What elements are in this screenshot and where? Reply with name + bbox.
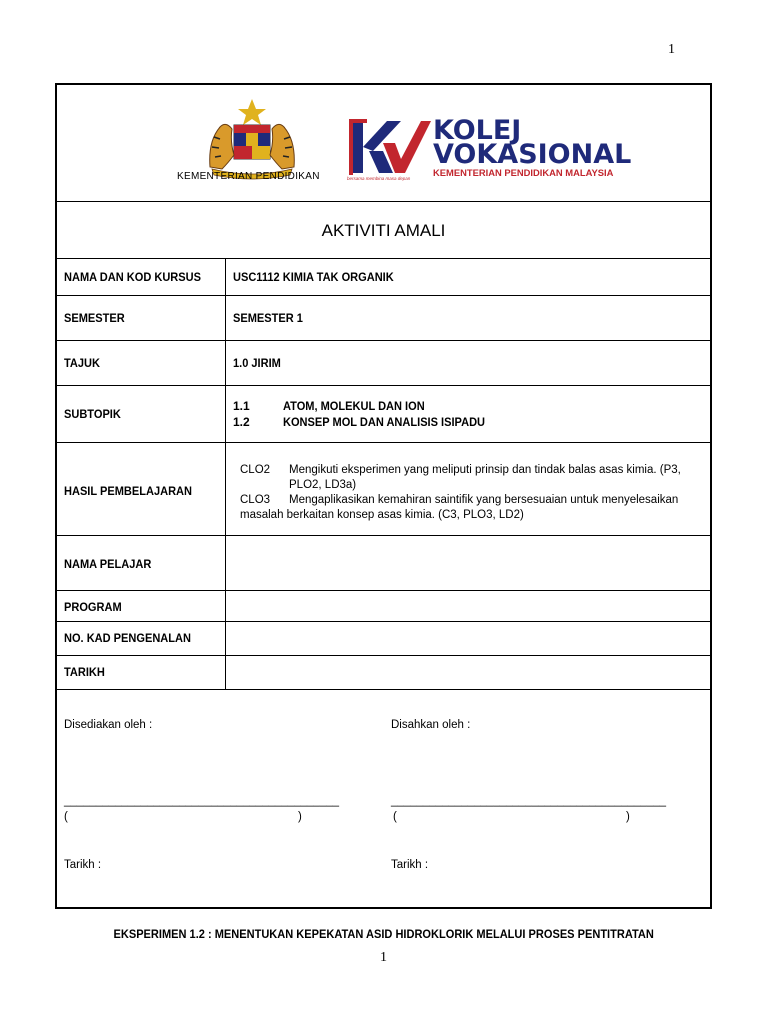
subtopic-text: ATOM, MOLEKUL DAN ION [283,399,425,413]
prepared-by-label: Disediakan oleh : [64,719,153,731]
ministry-name: KEMENTERIAN PENDIDIKAN [177,171,320,182]
date-row [57,655,710,690]
subtopic-num: 1.2 [233,415,250,429]
clo3-code: CLO3 [240,494,271,506]
form-title: AKTIVITI AMALI [321,221,446,240]
ic-number-row [57,621,710,656]
semester-row [57,295,710,341]
verified-paren-right: ) [626,811,630,823]
kv-tagline: bersama membina masa depan [347,176,411,181]
header-logos [57,85,710,202]
coat-of-arms-icon [202,97,302,181]
topic-row [57,340,710,386]
kv-mark-icon [347,117,431,177]
subtopic-label: SUBTOPIK [64,407,121,421]
kolej-vokasional-logo [347,115,647,191]
experiment-title [0,927,768,941]
course-label: NAMA DAN KOD KURSUS [64,270,201,284]
page-number-bottom: 1 [380,950,387,965]
course-row [57,258,710,296]
verified-signature-line: ___________________________________________ [391,795,667,807]
topic-label: TAJUK [64,356,100,370]
prepared-paren-left: ( [64,811,68,823]
student-name-label: NAMA PELAJAR [64,557,152,571]
prepared-paren-right: ) [298,811,302,823]
clo2-text-line1: Mengikuti eksperimen yang meliputi prinsip dan tindak balas asas kimia. (P3, [289,464,681,476]
kv-title-line1: KOLEJ [433,115,522,146]
date-label: TARIKH [64,665,105,679]
experiment-title-text: EKSPERIMEN 1.2 : MENENTUKAN KEPEKATAN ASID HIDROKLORIK MELALUI PROSES PENTITRATAN [113,927,655,941]
subtopic-row [57,385,710,443]
semester-label: SEMESTER [64,311,125,325]
clo3-text-line1: Mengaplikasikan kemahiran saintifik yang bersesuaian untuk menyelesaikan [289,494,679,506]
learning-outcome-label: HASIL PEMBELAJARAN [64,484,192,498]
clo2-text-line2: PLO2, LD3a) [289,479,357,491]
prepared-signature-line: ___________________________________________ [64,795,340,807]
learning-outcome-row [57,442,710,536]
form-frame [55,83,712,909]
clo2-code: CLO2 [240,464,271,476]
title-row [57,201,710,259]
semester-value: SEMESTER 1 [233,311,303,325]
program-row [57,590,710,622]
prepared-date-label: Tarikh : [64,859,102,871]
clo3-text-line2: masalah berkaitan konsep asas kimia. (C3, PLO3, LD2) [240,509,524,521]
verified-date-label: Tarikh : [391,859,429,871]
ic-number-label: NO. KAD PENGENALAN [64,631,191,645]
student-name-row [57,535,710,591]
course-value: USC1112 KIMIA TAK ORGANIK [233,270,394,284]
subtopic-num: 1.1 [233,399,250,413]
subtopic-text: KONSEP MOL DAN ANALISIS ISIPADU [283,415,486,429]
program-label: PROGRAM [64,600,122,614]
page-number-top: 1 [668,42,675,57]
verified-by-label: Disahkan oleh : [391,719,471,731]
topic-value: 1.0 JIRIM [233,356,281,370]
verified-paren-left: ( [393,811,397,823]
kv-title-line2: VOKASIONAL [433,139,632,170]
kv-subtitle: KEMENTERIAN PENDIDIKAN MALAYSIA [433,167,614,178]
